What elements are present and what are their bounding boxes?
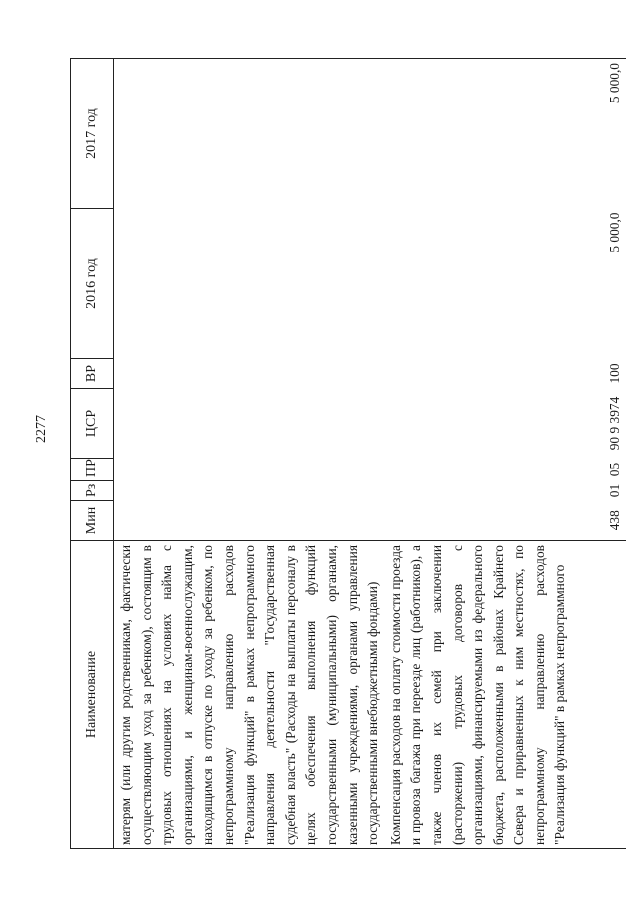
row-name (384, 541, 626, 849)
row-rz (114, 481, 384, 501)
row-amount-2016: 5 000,0 (607, 212, 623, 253)
row-name-text: Компенсация расходов на оплату стоимости проезда и провоза багажа при переезде лиц (работников), а также членов их семей при заключении (расторжении) трудовых договоров с организациями, финансируемыми из федерального бюджета, расположенными в районах Крайнего Севера и приравненных к ним местностях, по непрограммному направлению расходов "Реализация функций" в рамках непрограммного (387, 545, 568, 845)
header-rz: Рз (71, 481, 114, 501)
header-row (71, 59, 114, 849)
rotated-table-container (70, 59, 623, 849)
header-vr: ВР (71, 359, 114, 389)
table-row (384, 59, 626, 849)
row-pr: 05 (607, 462, 623, 477)
header-csr: ЦСР (71, 389, 114, 459)
row-amount-2017 (114, 59, 384, 209)
row-vr: 100 (607, 363, 623, 384)
budget-table (70, 58, 626, 849)
row-pr (114, 459, 384, 481)
row-name (114, 541, 384, 849)
page-number: 2277 (34, 415, 49, 443)
row-amount-2016 (114, 209, 384, 359)
row-csr: 90 9 3974 (607, 396, 623, 451)
row-amount-2017: 5 000,0 (384, 59, 626, 209)
row-min: 438 (607, 510, 623, 531)
header-min: Мин (71, 501, 114, 541)
row-name-text: матерям (или другим родственникам, фактически осуществляющим уход за ребенком), состоящим в трудовых отношениях на условиях найма с организациями, и женщинам-военнослужащим, находящимся в отпуске по уходу за ребенком, по непрограммному направлению расходов "Реализация функций" в рамках непрограммного направления деятельности "Государственная судебная власть" (Расходы на выплаты персоналу в целях обеспечения выполнения функций государственными (муниципальными) органами, казенными учреждениями, органами управления государственными внебюджетными фондами) (118, 545, 381, 845)
row-min (114, 501, 384, 541)
row-csr (114, 389, 384, 459)
header-2017: 2017 год (71, 59, 114, 209)
header-name: Наименование (71, 541, 114, 849)
header-2016: 2016 год (71, 209, 114, 359)
header-pr: ПР (71, 459, 114, 481)
row-vr (114, 359, 384, 389)
table-row (114, 59, 384, 849)
row-rz: 01 (607, 483, 623, 498)
